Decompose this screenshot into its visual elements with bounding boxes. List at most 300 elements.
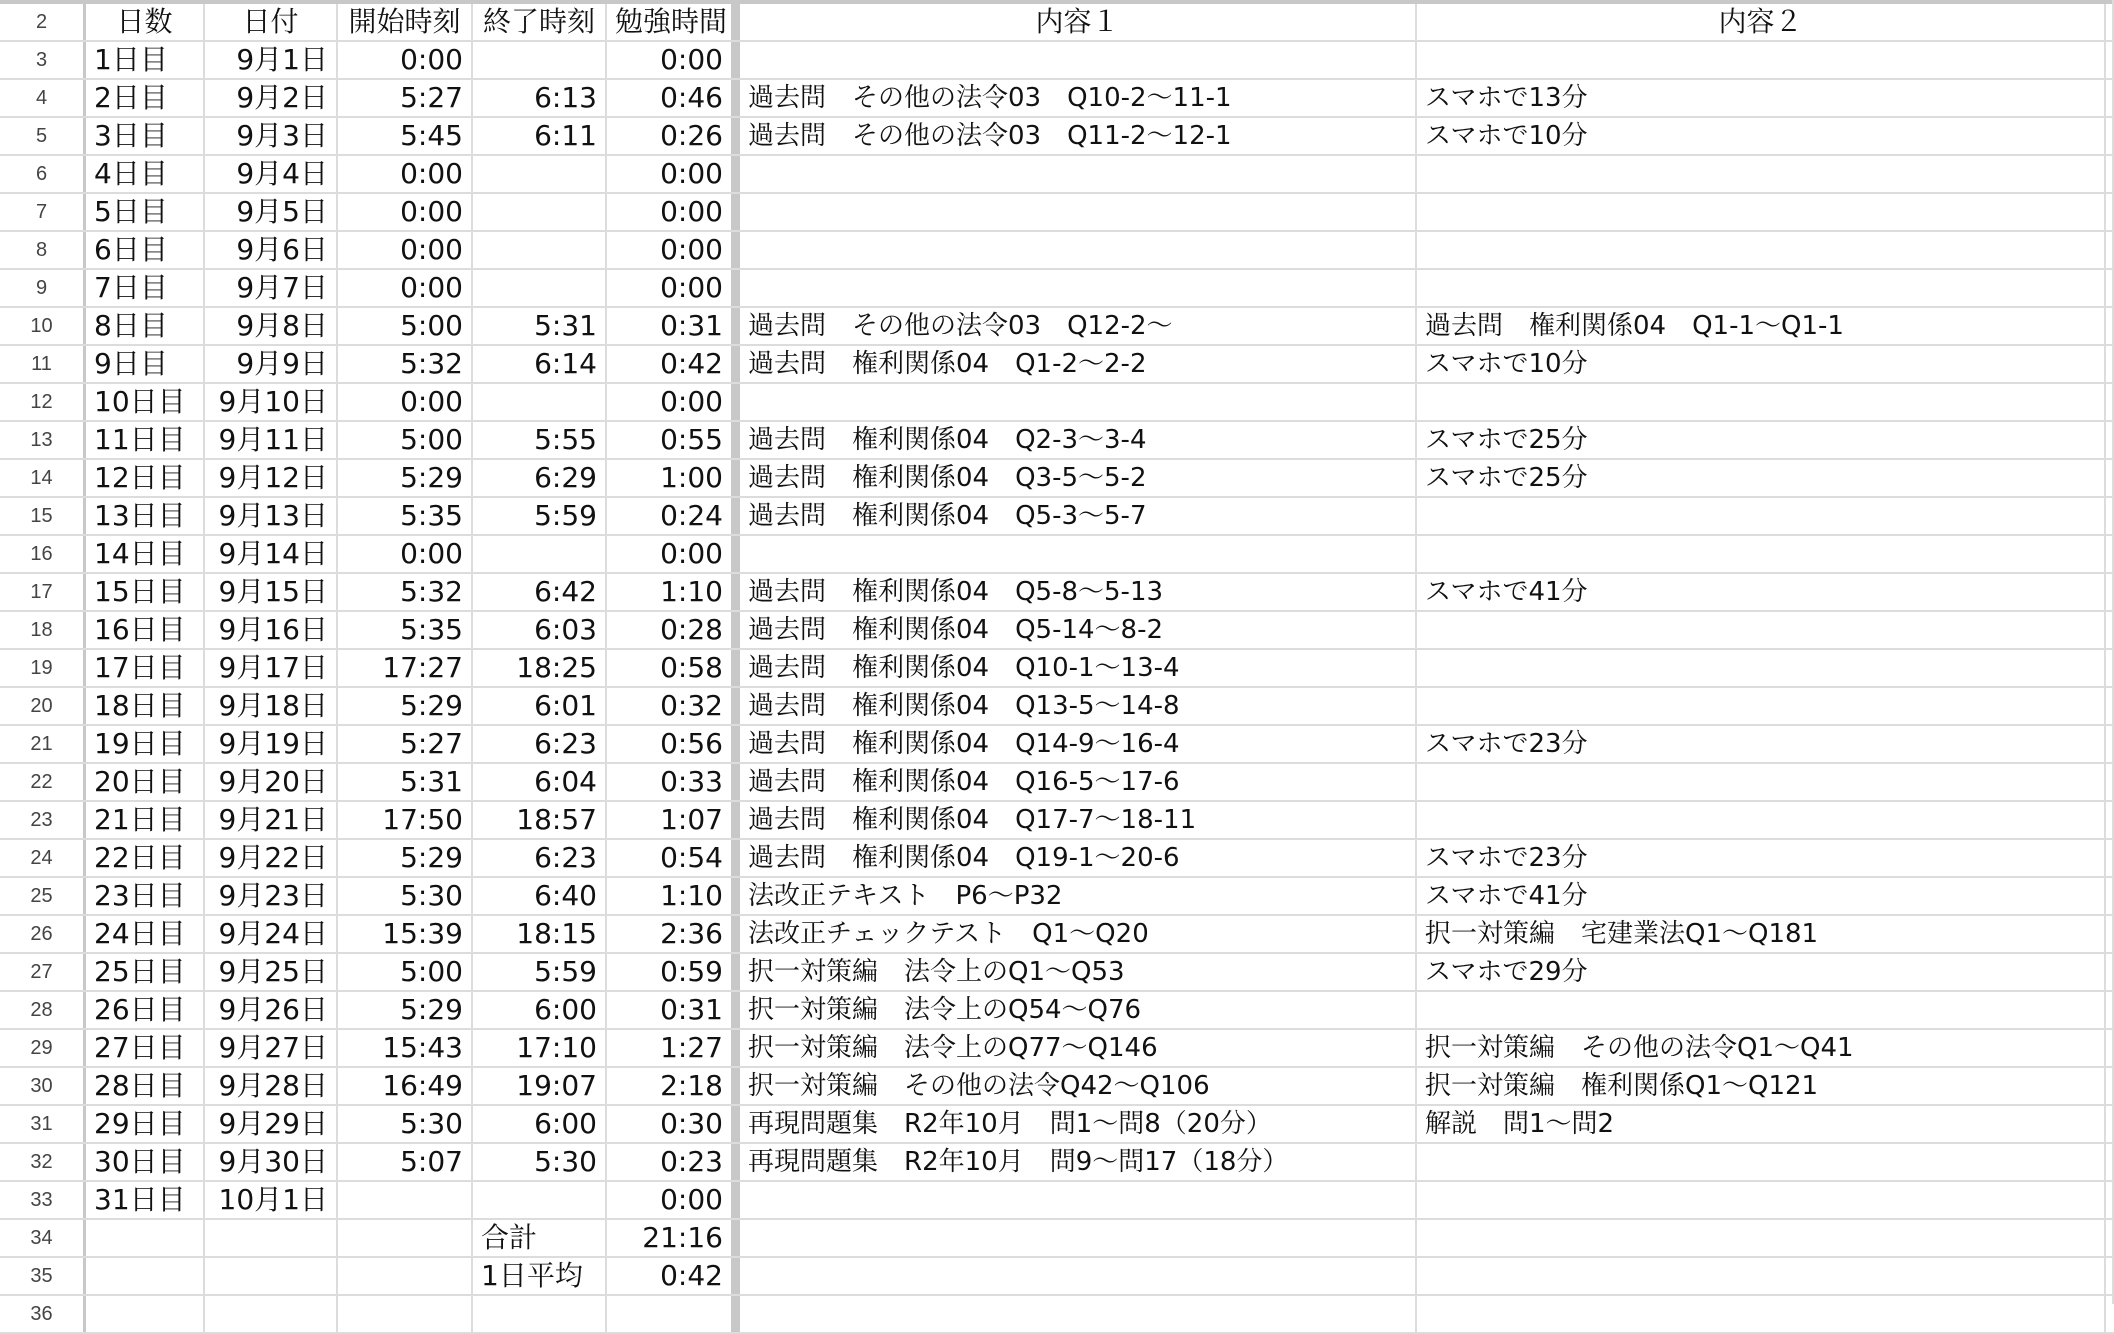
cell-date[interactable]: 9月17日 (205, 650, 338, 686)
cell-day[interactable]: 8日目 (86, 308, 205, 344)
cell-content-1[interactable] (740, 42, 1417, 78)
cell-end-time[interactable]: 6:40 (473, 878, 607, 914)
row-number[interactable]: 34 (0, 1220, 86, 1256)
cell-date[interactable]: 9月27日 (205, 1030, 338, 1066)
cell-content-1[interactable]: 過去問 その他の法令03 Q10-2〜11-1 (740, 80, 1417, 116)
cell-date[interactable]: 9月21日 (205, 802, 338, 838)
cell-day[interactable]: 30日目 (86, 1144, 205, 1180)
table-row (0, 156, 2114, 194)
cell-study-time[interactable]: 1:00 (607, 460, 740, 496)
cell-start-time[interactable]: 5:45 (338, 118, 473, 154)
cell-date[interactable]: 9月25日 (205, 954, 338, 990)
cell-content-2[interactable] (1417, 1296, 2106, 1332)
summary-row-total (0, 1220, 2114, 1258)
cell-study-time[interactable]: 0:42 (607, 346, 740, 382)
cell-start-time[interactable]: 5:27 (338, 80, 473, 116)
cell-end-time[interactable] (473, 536, 607, 572)
cell-day[interactable]: 11日目 (86, 422, 205, 458)
header-day[interactable]: 日数 (86, 4, 205, 40)
cell-content-1[interactable]: 過去問 権利関係04 Q3-5〜5-2 (740, 460, 1417, 496)
summary-row-average (0, 1258, 2114, 1296)
table-row (0, 1144, 2114, 1182)
header-study-time[interactable]: 勉強時間 (607, 4, 740, 40)
row-number[interactable]: 17 (0, 574, 86, 610)
cell-end-time[interactable] (473, 384, 607, 420)
cell-day[interactable]: 16日目 (86, 612, 205, 648)
cell-content-1[interactable] (740, 1182, 1417, 1218)
cell-content-1[interactable]: 過去問 権利関係04 Q5-14〜8-2 (740, 612, 1417, 648)
row-number[interactable]: 21 (0, 726, 86, 762)
cell-content-2[interactable]: スマホで13分 (1417, 80, 2106, 116)
cell-end-time[interactable]: 6:03 (473, 612, 607, 648)
cell-content-1[interactable]: 択一対策編 法令上のQ1〜Q53 (740, 954, 1417, 990)
cell-study-time[interactable]: 0:00 (607, 156, 740, 192)
cell-day[interactable]: 2日目 (86, 80, 205, 116)
cell-date[interactable]: 9月5日 (205, 194, 338, 230)
cell-content-2[interactable]: スマホで10分 (1417, 346, 2106, 382)
cell-end-time[interactable] (473, 156, 607, 192)
table-row (0, 1182, 2114, 1220)
cell-study-time[interactable]: 0:59 (607, 954, 740, 990)
cell-study-time[interactable]: 0:00 (607, 42, 740, 78)
cell-day[interactable]: 5日目 (86, 194, 205, 230)
cell-start-time[interactable]: 5:35 (338, 498, 473, 534)
cell-end-time[interactable]: 6:04 (473, 764, 607, 800)
table-row (0, 270, 2114, 308)
cell-day[interactable]: 12日目 (86, 460, 205, 496)
cell-start-time[interactable]: 5:30 (338, 1106, 473, 1142)
cell-study-time[interactable]: 0:26 (607, 118, 740, 154)
row-number[interactable]: 23 (0, 802, 86, 838)
cell-content-2[interactable]: スマホで29分 (1417, 954, 2106, 990)
cell-start-time[interactable]: 5:00 (338, 308, 473, 344)
cell-day[interactable]: 13日目 (86, 498, 205, 534)
cell-day[interactable]: 1日目 (86, 42, 205, 78)
cell-start-time[interactable]: 5:32 (338, 346, 473, 382)
row-number[interactable]: 26 (0, 916, 86, 952)
cell-study-time[interactable]: 1:07 (607, 802, 740, 838)
cell-end-time[interactable]: 6:00 (473, 992, 607, 1028)
cell-content-2[interactable] (1417, 688, 2106, 724)
table-row (0, 308, 2114, 346)
cell-date[interactable]: 9月6日 (205, 232, 338, 268)
cell-study-time[interactable]: 0:24 (607, 498, 740, 534)
row-number[interactable]: 28 (0, 992, 86, 1028)
cell-content-1[interactable] (740, 270, 1417, 306)
cell-end-time[interactable]: 18:25 (473, 650, 607, 686)
cell-start-time[interactable]: 0:00 (338, 536, 473, 572)
cell-day[interactable]: 20日目 (86, 764, 205, 800)
cell-end-time[interactable]: 6:01 (473, 688, 607, 724)
cell-content-1[interactable] (740, 384, 1417, 420)
cell-date[interactable]: 9月2日 (205, 80, 338, 116)
cell-content-1[interactable]: 過去問 権利関係04 Q1-2〜2-2 (740, 346, 1417, 382)
table-row (0, 194, 2114, 232)
cell-date[interactable]: 9月12日 (205, 460, 338, 496)
cell-day[interactable]: 26日目 (86, 992, 205, 1028)
cell-end[interactable] (473, 1296, 607, 1332)
row-number[interactable]: 19 (0, 650, 86, 686)
cell-day[interactable]: 3日目 (86, 118, 205, 154)
cell-content-2[interactable] (1417, 612, 2106, 648)
cell-content-1[interactable]: 再現問題集 R2年10月 問1〜問8（20分） (740, 1106, 1417, 1142)
cell-start-time[interactable]: 16:49 (338, 1068, 473, 1104)
row-number[interactable]: 9 (0, 270, 86, 306)
row-number[interactable]: 5 (0, 118, 86, 154)
row-number[interactable]: 20 (0, 688, 86, 724)
cell-end-time[interactable] (473, 1182, 607, 1218)
cell-content-2[interactable] (1417, 1144, 2106, 1180)
cell-start-time[interactable]: 5:31 (338, 764, 473, 800)
partial-row (0, 1296, 2114, 1334)
cell-end-time[interactable] (473, 42, 607, 78)
cell-start[interactable] (338, 1220, 473, 1256)
row-number[interactable]: 30 (0, 1068, 86, 1104)
cell-day[interactable]: 9日目 (86, 346, 205, 382)
cell-date[interactable]: 9月24日 (205, 916, 338, 952)
table-row (0, 574, 2114, 612)
row-number[interactable]: 31 (0, 1106, 86, 1142)
cell-start-time[interactable]: 0:00 (338, 156, 473, 192)
cell-start-time[interactable]: 17:27 (338, 650, 473, 686)
cell-content-2[interactable]: 択一対策編 その他の法令Q1〜Q41 (1417, 1030, 2106, 1066)
cell-content-2[interactable] (1417, 42, 2106, 78)
cell-date[interactable]: 9月19日 (205, 726, 338, 762)
cell-content-1[interactable]: 過去問 権利関係04 Q5-8〜5-13 (740, 574, 1417, 610)
cell-day[interactable]: 23日目 (86, 878, 205, 914)
cell-end-time[interactable]: 6:11 (473, 118, 607, 154)
cell-day[interactable]: 22日目 (86, 840, 205, 876)
row-number[interactable]: 18 (0, 612, 86, 648)
cell-content-1[interactable]: 過去問 権利関係04 Q17-7〜18-11 (740, 802, 1417, 838)
row-number[interactable]: 3 (0, 42, 86, 78)
cell-end-time[interactable]: 6:29 (473, 460, 607, 496)
cell-start-time[interactable]: 5:29 (338, 840, 473, 876)
cell-date[interactable]: 9月15日 (205, 574, 338, 610)
cell-date[interactable]: 9月23日 (205, 878, 338, 914)
cell-date[interactable]: 9月16日 (205, 612, 338, 648)
cell-end-time[interactable]: 5:59 (473, 954, 607, 990)
cell-content-1[interactable] (740, 194, 1417, 230)
cell-start-time[interactable]: 0:00 (338, 42, 473, 78)
cell-study-time[interactable]: 0:28 (607, 612, 740, 648)
cell-content-2[interactable] (1417, 1258, 2106, 1294)
cell-day[interactable]: 15日目 (86, 574, 205, 610)
cell-content-2[interactable]: スマホで25分 (1417, 460, 2106, 496)
row-number[interactable]: 35 (0, 1258, 86, 1294)
cell-date[interactable] (205, 1220, 338, 1256)
cell-content-1[interactable] (740, 1258, 1417, 1294)
cell-study-time[interactable]: 0:46 (607, 80, 740, 116)
row-number[interactable]: 14 (0, 460, 86, 496)
cell-day[interactable] (86, 1258, 205, 1294)
cell-study-time[interactable]: 1:10 (607, 878, 740, 914)
row-number[interactable]: 13 (0, 422, 86, 458)
cell-content-1[interactable]: 再現問題集 R2年10月 問9〜問17（18分） (740, 1144, 1417, 1180)
cell-study-time[interactable]: 0:00 (607, 270, 740, 306)
cell-end-time[interactable] (473, 270, 607, 306)
cell-start-time[interactable]: 5:32 (338, 574, 473, 610)
cell-content-2[interactable]: スマホで23分 (1417, 726, 2106, 762)
cell-study-time[interactable]: 0:58 (607, 650, 740, 686)
cell-start[interactable] (338, 1258, 473, 1294)
cell-content-2[interactable] (1417, 194, 2106, 230)
row-number[interactable]: 22 (0, 764, 86, 800)
cell-content-2[interactable] (1417, 384, 2106, 420)
header-end-time[interactable]: 終了時刻 (473, 4, 607, 40)
cell-date[interactable] (205, 1296, 338, 1332)
cell-end-time[interactable]: 6:13 (473, 80, 607, 116)
cell-study-time[interactable]: 0:00 (607, 1182, 740, 1218)
header-start-time[interactable]: 開始時刻 (338, 4, 473, 40)
cell-study-time[interactable]: 1:10 (607, 574, 740, 610)
cell-study-time[interactable]: 0:30 (607, 1106, 740, 1142)
table-row (0, 118, 2114, 156)
cell-date[interactable]: 9月11日 (205, 422, 338, 458)
row-number[interactable]: 29 (0, 1030, 86, 1066)
cell-date[interactable]: 9月18日 (205, 688, 338, 724)
cell-study-time[interactable]: 0:23 (607, 1144, 740, 1180)
cell-end-time[interactable]: 17:10 (473, 1030, 607, 1066)
cell-content-2[interactable] (1417, 650, 2106, 686)
cell-study-time[interactable]: 0:00 (607, 232, 740, 268)
row-number[interactable]: 10 (0, 308, 86, 344)
cell-end-time[interactable]: 18:57 (473, 802, 607, 838)
cell-study-time[interactable]: 0:00 (607, 536, 740, 572)
cell-content-1[interactable]: 過去問 権利関係04 Q5-3〜5-7 (740, 498, 1417, 534)
cell-start-time[interactable] (338, 1182, 473, 1218)
cell-date[interactable]: 9月3日 (205, 118, 338, 154)
cell-day[interactable]: 14日目 (86, 536, 205, 572)
cell-content-2[interactable] (1417, 992, 2106, 1028)
cell-study-time[interactable]: 0:31 (607, 992, 740, 1028)
cell-content-2[interactable]: 択一対策編 宅建業法Q1〜Q181 (1417, 916, 2106, 952)
table-row (0, 612, 2114, 650)
row-number[interactable]: 32 (0, 1144, 86, 1180)
cell-content-1[interactable] (740, 1296, 1417, 1332)
cell-content-2[interactable] (1417, 232, 2106, 268)
cell-study-time[interactable]: 0:54 (607, 840, 740, 876)
cell-content-1[interactable]: 択一対策編 法令上のQ54〜Q76 (740, 992, 1417, 1028)
cell-content-2[interactable] (1417, 802, 2106, 838)
cell-day[interactable] (86, 1296, 205, 1332)
row-number[interactable]: 15 (0, 498, 86, 534)
cell-day[interactable]: 21日目 (86, 802, 205, 838)
row-number[interactable]: 33 (0, 1182, 86, 1218)
cell-end-time[interactable]: 5:31 (473, 308, 607, 344)
cell-day[interactable]: 18日目 (86, 688, 205, 724)
cell-content-1[interactable]: 過去問 権利関係04 Q2-3〜3-4 (740, 422, 1417, 458)
cell-end-time[interactable]: 5:55 (473, 422, 607, 458)
cell-start-time[interactable]: 5:29 (338, 460, 473, 496)
cell-end-time[interactable]: 19:07 (473, 1068, 607, 1104)
cell-content-1[interactable]: 過去問 権利関係04 Q10-1〜13-4 (740, 650, 1417, 686)
cell-content-2[interactable]: 過去問 権利関係04 Q1-1〜Q1-1 (1417, 308, 2106, 344)
table-row (0, 498, 2114, 536)
average-value[interactable]: 0:42 (607, 1258, 740, 1294)
cell-start-time[interactable]: 5:35 (338, 612, 473, 648)
row-number[interactable]: 12 (0, 384, 86, 420)
cell-end-time[interactable]: 5:30 (473, 1144, 607, 1180)
cell-date[interactable] (205, 1258, 338, 1294)
total-label[interactable]: 合計 (473, 1220, 607, 1256)
cell-day[interactable] (86, 1220, 205, 1256)
row-number[interactable]: 11 (0, 346, 86, 382)
cell-end-time[interactable]: 6:23 (473, 726, 607, 762)
cell-content-1[interactable]: 過去問 その他の法令03 Q12-2〜 (740, 308, 1417, 344)
cell-content-1[interactable]: 過去問 その他の法令03 Q11-2〜12-1 (740, 118, 1417, 154)
row-number[interactable]: 27 (0, 954, 86, 990)
cell-end-time[interactable]: 6:23 (473, 840, 607, 876)
cell-date[interactable]: 9月7日 (205, 270, 338, 306)
cell-study-time[interactable]: 0:32 (607, 688, 740, 724)
cell-start-time[interactable]: 0:00 (338, 232, 473, 268)
cell-content-1[interactable]: 択一対策編 法令上のQ77〜Q146 (740, 1030, 1417, 1066)
row-number[interactable]: 6 (0, 156, 86, 192)
cell-study-time[interactable]: 0:00 (607, 194, 740, 230)
cell-day[interactable]: 27日目 (86, 1030, 205, 1066)
cell-content-1[interactable] (740, 536, 1417, 572)
row-number[interactable]: 25 (0, 878, 86, 914)
cell-study-time[interactable]: 0:33 (607, 764, 740, 800)
cell-content-2[interactable] (1417, 764, 2106, 800)
cell-start[interactable] (338, 1296, 473, 1332)
cell-study-time[interactable]: 0:56 (607, 726, 740, 762)
cell-date[interactable]: 9月10日 (205, 384, 338, 420)
average-label[interactable]: 1日平均 (473, 1258, 607, 1294)
cell-date[interactable]: 9月26日 (205, 992, 338, 1028)
cell-date[interactable]: 9月13日 (205, 498, 338, 534)
cell-day[interactable]: 17日目 (86, 650, 205, 686)
table-row (0, 232, 2114, 270)
table-row (0, 916, 2114, 954)
row-number[interactable]: 8 (0, 232, 86, 268)
cell-day[interactable]: 31日目 (86, 1182, 205, 1218)
cell-content-2[interactable] (1417, 270, 2106, 306)
header-content-1[interactable]: 内容１ (740, 4, 1417, 40)
cell-study-time[interactable]: 1:27 (607, 1030, 740, 1066)
cell-day[interactable]: 4日目 (86, 156, 205, 192)
table-row (0, 1068, 2114, 1106)
cell-start-time[interactable]: 15:39 (338, 916, 473, 952)
cell-content-1[interactable] (740, 232, 1417, 268)
cell-end-time[interactable] (473, 194, 607, 230)
table-row (0, 536, 2114, 574)
cell-content-2[interactable]: スマホで41分 (1417, 574, 2106, 610)
table-row (0, 650, 2114, 688)
table-row (0, 1030, 2114, 1068)
cell-content-2[interactable] (1417, 1182, 2106, 1218)
cell-date[interactable]: 9月22日 (205, 840, 338, 876)
cell-date[interactable]: 9月20日 (205, 764, 338, 800)
cell-content-2[interactable]: スマホで41分 (1417, 878, 2106, 914)
cell-start-time[interactable]: 0:00 (338, 270, 473, 306)
row-number[interactable]: 36 (0, 1296, 86, 1332)
cell-content-2[interactable]: スマホで25分 (1417, 422, 2106, 458)
cell-date[interactable]: 9月29日 (205, 1106, 338, 1142)
cell-end-time[interactable]: 18:15 (473, 916, 607, 952)
cell-date[interactable]: 9月30日 (205, 1144, 338, 1180)
row-number[interactable]: 16 (0, 536, 86, 572)
cell-content-1[interactable]: 択一対策編 その他の法令Q42〜Q106 (740, 1068, 1417, 1104)
cell-study-time[interactable]: 0:31 (607, 308, 740, 344)
cell-end-time[interactable] (473, 232, 607, 268)
cell-content-2[interactable] (1417, 1220, 2106, 1256)
cell-day[interactable]: 28日目 (86, 1068, 205, 1104)
cell-start-time[interactable]: 5:29 (338, 992, 473, 1028)
cell-day[interactable]: 6日目 (86, 232, 205, 268)
cell-start-time[interactable]: 5:27 (338, 726, 473, 762)
cell-date[interactable]: 9月14日 (205, 536, 338, 572)
cell-content-2[interactable]: スマホで10分 (1417, 118, 2106, 154)
cell-content-2[interactable] (1417, 498, 2106, 534)
cell-date[interactable]: 9月28日 (205, 1068, 338, 1104)
cell-start-time[interactable]: 5:29 (338, 688, 473, 724)
cell-start-time[interactable]: 5:00 (338, 954, 473, 990)
header-content-2[interactable]: 内容２ (1417, 4, 2106, 40)
table-row (0, 992, 2114, 1030)
cell-start-time[interactable]: 5:00 (338, 422, 473, 458)
cell-duration[interactable] (607, 1296, 740, 1332)
cell-start-time[interactable]: 0:00 (338, 194, 473, 230)
cell-content-2[interactable]: 択一対策編 権利関係Q1〜Q121 (1417, 1068, 2106, 1104)
total-value[interactable]: 21:16 (607, 1220, 740, 1256)
cell-content-1[interactable]: 過去問 権利関係04 Q14-9〜16-4 (740, 726, 1417, 762)
cell-day[interactable]: 29日目 (86, 1106, 205, 1142)
cell-end-time[interactable]: 6:00 (473, 1106, 607, 1142)
row-number[interactable]: 24 (0, 840, 86, 876)
cell-start-time[interactable]: 5:07 (338, 1144, 473, 1180)
cell-day[interactable]: 24日目 (86, 916, 205, 952)
cell-end-time[interactable]: 6:14 (473, 346, 607, 382)
row-number[interactable]: 7 (0, 194, 86, 230)
cell-date[interactable]: 9月9日 (205, 346, 338, 382)
cell-date[interactable]: 9月4日 (205, 156, 338, 192)
row-number[interactable]: 2 (0, 4, 86, 40)
cell-date[interactable]: 9月8日 (205, 308, 338, 344)
header-date[interactable]: 日付 (205, 4, 338, 40)
cell-end-time[interactable]: 5:59 (473, 498, 607, 534)
cell-study-time[interactable]: 0:00 (607, 384, 740, 420)
cell-content-1[interactable] (740, 1220, 1417, 1256)
cell-study-time[interactable]: 2:18 (607, 1068, 740, 1104)
cell-start-time[interactable]: 5:30 (338, 878, 473, 914)
cell-content-1[interactable]: 過去問 権利関係04 Q13-5〜14-8 (740, 688, 1417, 724)
cell-content-1[interactable] (740, 156, 1417, 192)
cell-content-2[interactable] (1417, 536, 2106, 572)
cell-start-time[interactable]: 17:50 (338, 802, 473, 838)
cell-day[interactable]: 10日目 (86, 384, 205, 420)
cell-content-1[interactable]: 法改正テキスト P6〜P32 (740, 878, 1417, 914)
cell-day[interactable]: 25日目 (86, 954, 205, 990)
cell-content-1[interactable]: 法改正チェックテスト Q1〜Q20 (740, 916, 1417, 952)
row-number[interactable]: 4 (0, 80, 86, 116)
cell-content-2[interactable]: 解説 問1〜問2 (1417, 1106, 2106, 1142)
cell-start-time[interactable]: 15:43 (338, 1030, 473, 1066)
cell-day[interactable]: 19日目 (86, 726, 205, 762)
cell-study-time[interactable]: 2:36 (607, 916, 740, 952)
cell-date[interactable]: 10月1日 (205, 1182, 338, 1218)
cell-content-2[interactable] (1417, 156, 2106, 192)
cell-content-1[interactable]: 過去問 権利関係04 Q16-5〜17-6 (740, 764, 1417, 800)
cell-content-2[interactable]: スマホで23分 (1417, 840, 2106, 876)
cell-end-time[interactable]: 6:42 (473, 574, 607, 610)
cell-start-time[interactable]: 0:00 (338, 384, 473, 420)
cell-study-time[interactable]: 0:55 (607, 422, 740, 458)
cell-content-1[interactable]: 過去問 権利関係04 Q19-1〜20-6 (740, 840, 1417, 876)
cell-day[interactable]: 7日目 (86, 270, 205, 306)
cell-date[interactable]: 9月1日 (205, 42, 338, 78)
